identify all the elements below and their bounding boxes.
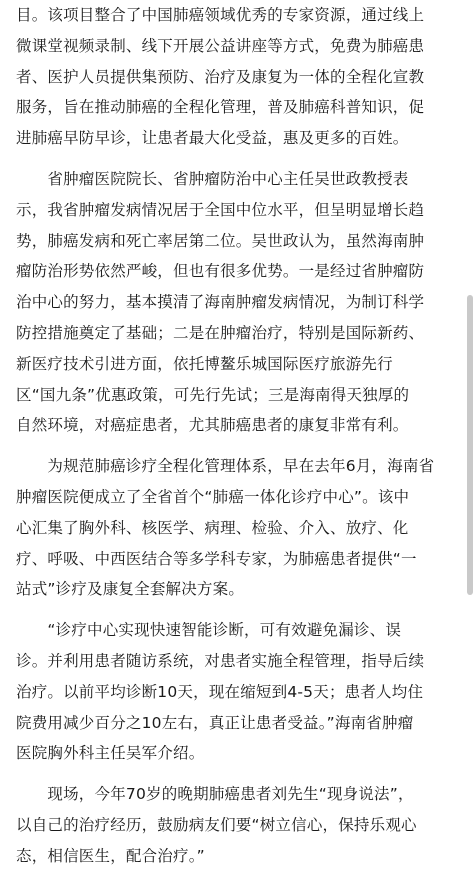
text-line: 进肺癌早防早诊，让患者最大化受益，惠及更多的百姓。 (16, 129, 409, 148)
text-line: 院费用减少百分之10左右，真正让患者受益。”海南省肿瘤 (16, 713, 414, 732)
paragraph-1 (16, 0, 464, 154)
text-line: 新医疗技术引进方面，依托博鳌乐城国际医疗旅游先行 (16, 354, 393, 373)
text-line: 以自己的治疗经历，鼓励病友们要“树立信心，保持乐观心 (16, 815, 417, 834)
text-line: 肿瘤医院便成立了全省首个“肺癌一体化诊疗中心”。该中 (16, 487, 410, 506)
paragraph-2 (16, 164, 464, 441)
text-line: 服务，旨在推动肺癌的全程化管理，普及肺癌科普知识，促 (16, 98, 425, 117)
paragraph-5 (16, 779, 464, 871)
text-line: 为规范肺癌诊疗全程化管理体系，早在去年6月，海南省 (16, 457, 435, 476)
text-line: 诊。并利用患者随访系统，对患者实施全程管理，指导后续 (16, 651, 425, 670)
scrollbar-thumb[interactable] (467, 295, 473, 595)
text-line: 站式”诊疗及康复全套解决方案。 (16, 580, 245, 599)
text-line: 势，肺癌发病和死亡率居第二位。吴世政认为，虽然海南肿 (16, 231, 425, 250)
paragraph-4 (16, 615, 464, 769)
text-line: 省肿瘤医院院长、省肿瘤防治中心主任吴世政教授表 (16, 169, 409, 188)
text-line: 自然环境，对癌症患者，尤其肺癌患者的康复非常有利。 (16, 416, 409, 435)
text-line: 治疗。以前平均诊断10天，现在缩短到4-5天；患者人均住 (16, 682, 424, 701)
article-body (16, 0, 464, 872)
text-line: 示，我省肿瘤发病情况居于全国中位水平，但呈明显增长趋 (16, 200, 425, 219)
text-line: 疗、呼吸、中西医结合等多学科专家，为肺癌患者提供“一 (16, 549, 417, 568)
text-line: 现场，今年70岁的晚期肺癌患者刘先生“现身说法”， (16, 785, 414, 804)
text-line: 医院胸外科主任吴军介绍。 (16, 744, 205, 763)
text-line: 防控措施奠定了基础；二是在肿瘤治疗，特别是国际新药、 (16, 323, 425, 342)
text-line: 瘤防治形势依然严峻，但也有很多优势。一是经过省肿瘤防 (16, 262, 425, 281)
text-line: 治中心的努力，基本摸清了海南肿瘤发病情况，为制订科学 (16, 293, 425, 312)
text-line: 心汇集了胸外科、核医学、病理、检验、介入、放疗、化 (16, 518, 409, 537)
paragraph-3 (16, 451, 464, 605)
text-line: 者、医护人员提供集预防、治疗及康复为一体的全程化宣教 (16, 67, 425, 86)
text-line: 微课堂视频录制、线下开展公益讲座等方式，免费为肺癌患 (16, 36, 425, 55)
text-line: 目。该项目整合了中国肺癌领域优秀的专家资源，通过线上 (16, 6, 425, 24)
text-line: “诊疗中心实现快速智能诊断，可有效避免漏诊、误 (16, 621, 402, 640)
text-line: 区“国九条”优惠政策，可先行先试；三是海南得天独厚的 (16, 385, 410, 404)
text-line: 态，相信医生，配合治疗。” (16, 846, 205, 865)
